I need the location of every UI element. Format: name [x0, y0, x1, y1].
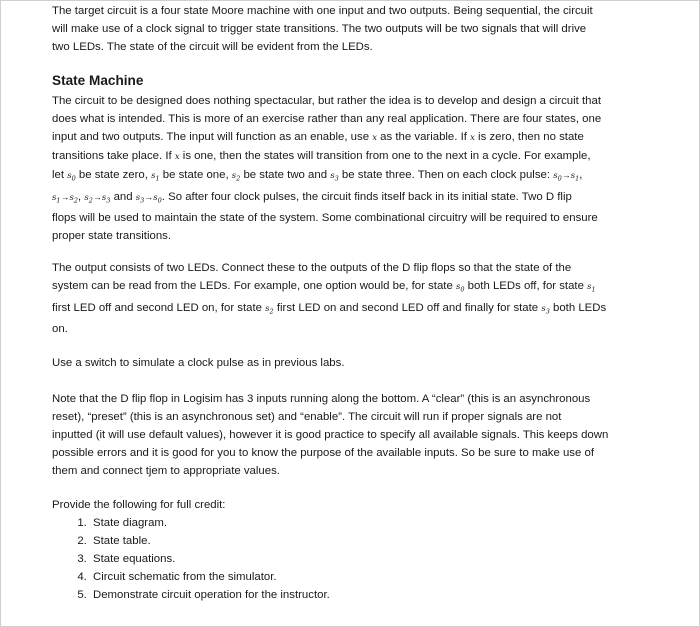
- variable-x: x: [372, 133, 378, 143]
- state-s0: $s_0$: [153, 192, 162, 205]
- list-item: 1. State diagram.: [90, 514, 650, 532]
- state-s2: $s_2$: [231, 171, 241, 183]
- switch-note: Use a switch to simulate a clock pulse as in previous labs.: [52, 357, 345, 369]
- arrow-icon: →: [144, 191, 154, 202]
- variable-x: x: [174, 152, 180, 162]
- list-item: 4. Circuit schematic from the simulator.: [90, 568, 650, 586]
- list-item: 3. State equations.: [90, 550, 650, 568]
- state-machine-paragraph: [52, 92, 652, 245]
- text-line: system can be read from the LEDs. For example, one option would be, for state $s_0$ both LEDs off, for state $s_1$: [52, 280, 596, 294]
- text-line: possible errors and it is good for you to know the purpose of the available inputs. So be sure to make use of: [52, 447, 595, 459]
- variable-x: x: [470, 133, 475, 143]
- state-s2: $s_2$: [69, 192, 79, 205]
- list-item: 5. Demonstrate circuit operation for the instructor.: [90, 586, 650, 604]
- text-line: The circuit to be designed does nothing spectacular, but rather the idea is to develop and design a circuit that: [52, 95, 601, 107]
- text-line: on.: [52, 323, 68, 336]
- state-s0: $s_0$: [455, 282, 465, 294]
- arrow-icon: →: [60, 191, 70, 202]
- text-line: first LED off and second LED on, for state $s_2$ first LED on and second LED off and finally for state $s_3$ both LEDs: [52, 301, 607, 316]
- state-s3: $s_3$: [135, 192, 145, 205]
- state-s3: $s_3$: [330, 171, 339, 183]
- credit-heading: Provide the following for full credit:: [52, 499, 226, 511]
- state-s3: $s_3$: [101, 192, 111, 205]
- arrow-icon: →: [92, 191, 102, 202]
- state-s1: $s_1$: [587, 282, 596, 294]
- state-s0: $s_0$: [67, 171, 76, 183]
- text-line: will make use of a clock signal to trigger state transitions. The two outputs will be two signals that will drive: [52, 23, 587, 35]
- text-line: Note that the D flip flop in Logisim has 3 inputs running along the bottom. A “clear” (this is an asynchronous: [52, 393, 591, 405]
- text-line: The target circuit is a four state Moore machine with one input and two outputs. Being sequential, the circuit: [52, 5, 593, 17]
- credit-list: [52, 514, 650, 604]
- text-line: flops will be used to maintain the state of the system. Some combinational circuitry will be required to ensure: [52, 212, 598, 225]
- text-line: transitions take place. If x is one, then the states will transition from one to the next in a cycle. For example,: [52, 150, 591, 162]
- text-line: inputted (it will use default values), however it is good practice to specify all available signals. This keeps down: [52, 429, 609, 441]
- state-s2: $s_2$: [84, 192, 93, 205]
- state-s1: $s_1$: [570, 171, 580, 183]
- intro-paragraph: [52, 2, 652, 56]
- state-s1: $s_1$: [52, 192, 61, 205]
- arrow-icon: →: [561, 170, 571, 180]
- state-s3: $s_3$: [541, 303, 550, 316]
- text-line: reset), “preset” (this is an asynchronous set) and “enable”. The circuit will run if proper signals are not: [52, 411, 562, 423]
- text-line: two LEDs. The state of the circuit will be evident from the LEDs.: [52, 41, 373, 53]
- state-s2: $s_2$: [265, 303, 274, 316]
- text-line: proper state transitions.: [52, 230, 172, 243]
- text-line: The output consists of two LEDs. Connect these to the outputs of the D flip flops so that the state of the: [52, 262, 572, 274]
- state-machine-heading: State Machine: [52, 73, 144, 88]
- state-s1: $s_1$: [151, 171, 160, 183]
- list-item: 2. State table.: [90, 532, 650, 550]
- dff-note-paragraph: [52, 390, 652, 480]
- state-s0: $s_0$: [553, 171, 562, 183]
- text-line: $s_1\to s_2$, $s_2\to s_3$ and $s_3\to s_0$. So after four clock pulses, the circuit finds itself back in its initial state. Two D flip: [52, 190, 572, 205]
- text-line: them and connect tjem to appropriate values.: [52, 465, 280, 477]
- text-line: does what is intended. This is more of an exercise rather than any real application. There are four states, one: [52, 113, 602, 125]
- output-paragraph: [52, 259, 652, 338]
- text-line: let $s_0$ be state zero, $s_1$ be state one, $s_2$ be state two and $s_3$ be state three. Then on each clock pulse: $s_0\to s_1$,: [52, 169, 583, 183]
- text-line: input and two outputs. The input will function as an enable, use x as the variable. If x is zero, then no state: [52, 131, 584, 143]
